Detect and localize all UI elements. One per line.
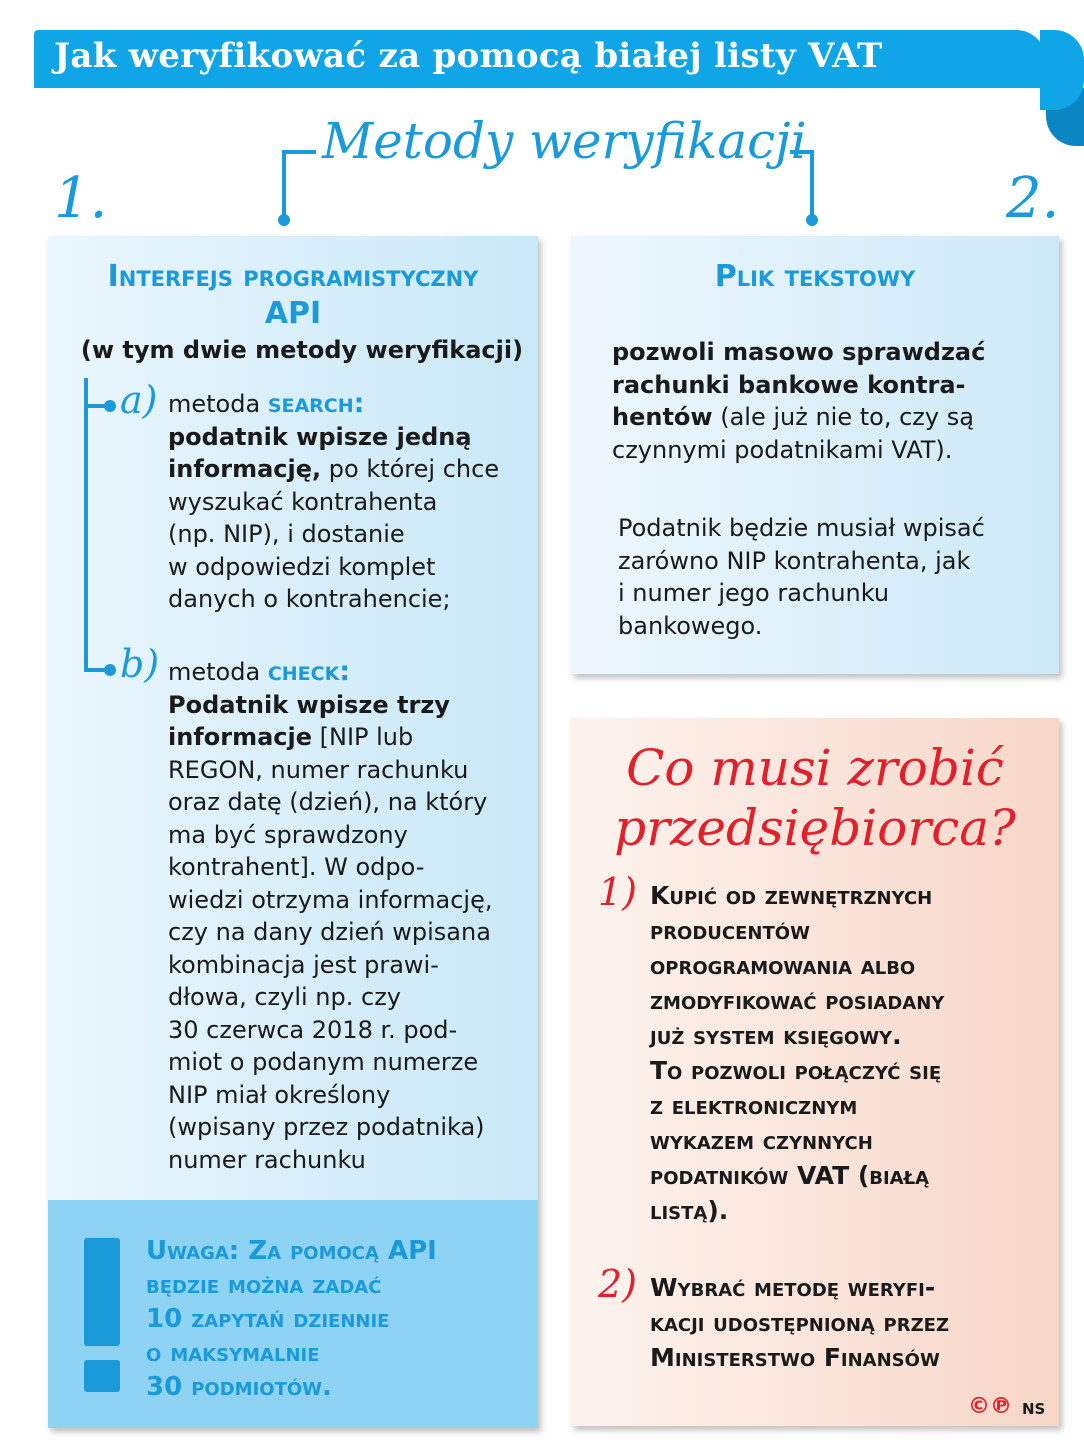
check-keyword: check: [267, 656, 351, 687]
s1-line-5: To pozwoli połączyć się [650, 1056, 942, 1085]
bracket-dot-left [278, 214, 290, 226]
tree-dot-b [104, 664, 116, 676]
tf-line-2: hentów (ale już nie to, czy są [612, 403, 974, 431]
todo-title-line1: Co musi zrobić [626, 739, 1004, 797]
exclamation-dot-icon [84, 1360, 120, 1392]
s1-line-3: zmodyfikować posiadany [650, 986, 945, 1015]
api-heading [60, 258, 526, 332]
tree-dot-a [104, 400, 116, 412]
tf2-line-3: bankowego. [618, 611, 763, 640]
s2-line-0: Wybrać metodę weryfi- [650, 1273, 936, 1302]
tree-line-vertical [84, 378, 88, 672]
s1-line-4: już system księgowy. [650, 1021, 902, 1050]
b-line-5: ma być sprawdzony [168, 820, 408, 849]
b-line-15: numer rachunku [168, 1145, 366, 1174]
tf2-line-0: Podatnik będzie musiał wpisać [618, 514, 985, 542]
s1-line-1: producentów [650, 916, 810, 945]
exclamation-icon [84, 1238, 120, 1346]
step1-text [650, 878, 1050, 1228]
a-line-5: w odpowiedzi komplet [168, 552, 436, 581]
tf-line-0: pozwoli masowo sprawdzać [612, 338, 986, 366]
b-line-0: metoda check: [168, 656, 351, 687]
step2-text [650, 1270, 1050, 1375]
warning-line-4: 30 podmiotów. [146, 1372, 332, 1402]
s1-line-6: z elektronicznym [650, 1091, 858, 1120]
author-initials: NS [1022, 1400, 1046, 1418]
s2-line-2: Ministerstwo Finansów [650, 1343, 940, 1372]
s1-line-8: podatników VAT (białą [650, 1161, 930, 1190]
b-line-9: kombinacja jest prawi- [168, 950, 439, 979]
search-keyword: search: [267, 388, 365, 419]
tf2-line-2: i numer jego rachunku [618, 579, 890, 607]
step2-number: 2) [598, 1262, 638, 1306]
api-heading-line2: API [264, 296, 322, 331]
warning-text [146, 1234, 526, 1404]
b-line-3: REGON, numer rachunku [168, 755, 469, 784]
method-b-text [168, 656, 528, 1176]
b-line-12: miot o podanym numerze [168, 1048, 479, 1076]
b-line-14: (wpisany przez podatnika) [168, 1113, 485, 1141]
b-line-4: oraz datę (dzień), na który [168, 788, 488, 816]
todo-title [571, 738, 1059, 858]
b-line-13: NIP miał określony [168, 1080, 391, 1109]
s1-line-7: wykazem czynnych [650, 1126, 873, 1155]
a-line-6: danych o kontrahencie; [168, 585, 451, 613]
method-number-2: 2. [1006, 166, 1060, 231]
api-subheading: (w tym dwie metody weryfikacji) [80, 336, 524, 364]
step1-number: 1) [598, 870, 638, 914]
tf-line-1: rachunki bankowe kontra- [612, 370, 966, 399]
b-line-6: kontrahent]. W odpo- [168, 853, 425, 881]
warning-line-3: o maksymalnie [146, 1338, 320, 1368]
text-file-para2 [618, 512, 1054, 642]
method-a-text [168, 388, 528, 616]
s1-line-0: Kupić od zewnętrznych [650, 881, 933, 910]
methods-title: Metody weryfikacji [322, 112, 807, 170]
text-file-heading: Plik tekstowy [714, 259, 916, 294]
a-line-4: (np. NIP), i dostanie [168, 520, 405, 548]
header-corner [1040, 30, 1084, 110]
bracket-left [282, 150, 316, 222]
a-line-0: metoda search: [168, 388, 365, 419]
warning-line-0: Uwaga: Za pomocą API [146, 1236, 437, 1266]
a-line-1: podatnik wpisze jedną [168, 422, 472, 451]
warning-line-2: 10 zapytań dziennie [146, 1304, 390, 1334]
s1-line-2: oprogramowania albo [650, 951, 916, 980]
b-line-10: dłowa, czyli np. czy [168, 983, 401, 1011]
method-a-letter: a) [120, 378, 158, 422]
b-line-7: wiedzi otrzyma informację, [168, 885, 493, 914]
method-b-letter: b) [120, 642, 160, 686]
warning-line-1: będzie można zadać [146, 1270, 382, 1300]
b-line-2: informacje [NIP lub [168, 723, 414, 751]
tf2-line-1: zarówno NIP kontrahenta, jak [618, 546, 971, 575]
b-line-11: 30 czerwca 2018 r. pod- [168, 1015, 458, 1044]
api-heading-line1: Interfejs programistyczny [107, 259, 479, 294]
text-file-para1 [612, 336, 1052, 466]
b-line-1: Podatnik wpisze trzy [168, 690, 450, 719]
bracket-right [790, 150, 814, 222]
s2-line-1: kacji udostępnioną przez [650, 1308, 949, 1337]
a-line-2: informację, po której chce [168, 455, 500, 483]
tf-line-3: czynnymi podatnikami VAT). [612, 435, 953, 464]
bracket-dot-right [806, 214, 818, 226]
page-title: Jak weryfikować za pomocą białej listy VAT [54, 36, 883, 76]
a-line-3: wyszukać kontrahenta [168, 487, 438, 516]
copyright-icon: ©℗ [968, 1394, 1012, 1419]
method-number-1: 1. [54, 166, 108, 231]
b-line-8: czy na dany dzień wpisana [168, 918, 491, 946]
s1-line-9: listą). [650, 1196, 729, 1225]
todo-title-line2: przedsiębiorca? [614, 799, 1016, 857]
